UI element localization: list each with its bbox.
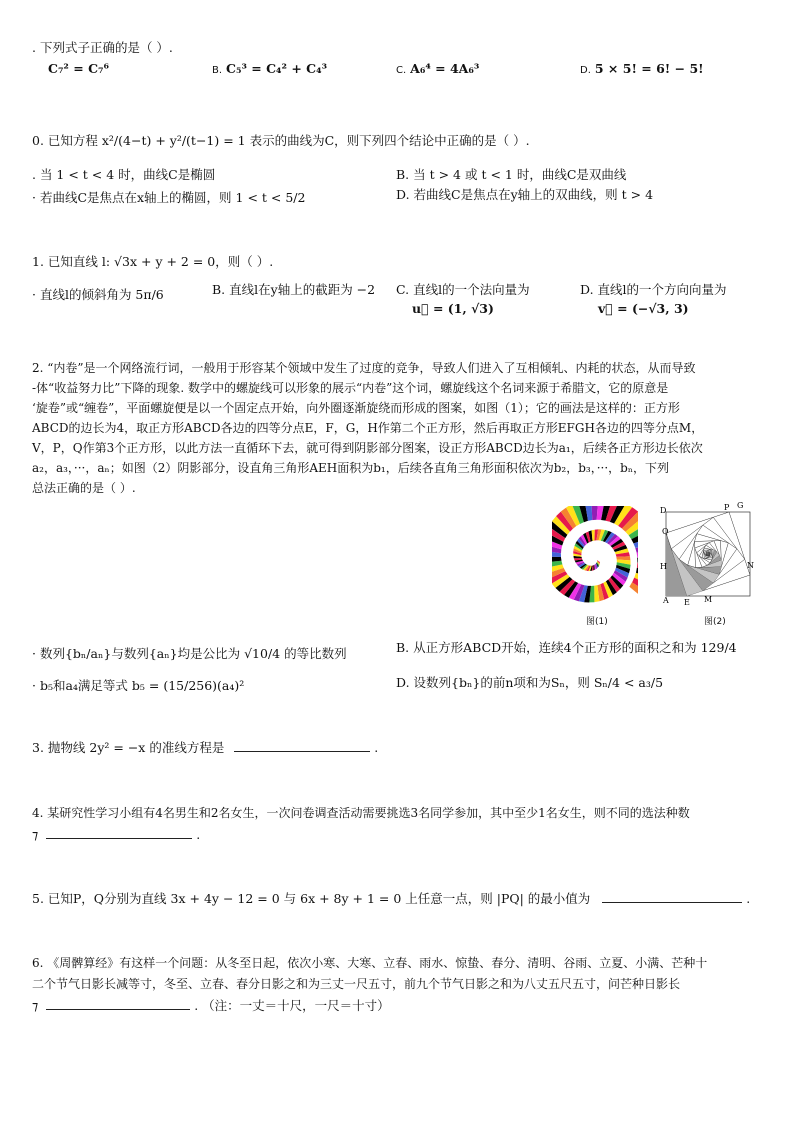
fig2-label-m: M <box>704 595 713 604</box>
q8-option-c-text: A₆⁴ = 4A₆³ <box>410 61 480 76</box>
q11-option-d-line2: v⃗ = (−√3, 3) <box>598 301 689 316</box>
q16-line-3-prefix: ⁊ <box>32 998 39 1013</box>
q15-stem: 5. 已知P，Q分别为直线 3x + 4y − 12 = 0 与 6x + 8y + 1 = 0 上任意一点，则 |PQ| 的最小值为 <box>32 891 591 906</box>
q16-line-1: 6. 《周髀算经》有这样一个问题：从冬至日起，依次小寒、大寒、立春、雨水、惊蛰、春分、清明、谷雨、立夏、小满、芒种十 <box>32 956 708 970</box>
fig2-label-q: Q <box>662 527 669 536</box>
q8-stem: . 下列式子正确的是（ ）. <box>32 40 173 55</box>
q13-end: . <box>374 740 379 755</box>
q11-stem: 1. 已知直线 l: √3x + y + 2 = 0，则（ ）. <box>32 254 274 269</box>
q14-line-1: 4. 某研究性学习小组有4名男生和2名女生，一次问卷调查活动需要挑选3名同学参加，其中至少1名女生，则不同的选法种数 <box>32 806 690 820</box>
figure-2-caption: 图(2) <box>704 617 726 627</box>
q16-answer-blank[interactable] <box>46 997 190 1010</box>
q13-answer-blank[interactable] <box>234 739 370 752</box>
q13-stem: 3. 抛物线 2y² = −x 的准线方程是 <box>32 740 225 755</box>
q10-option-d: D. 若曲线C是焦点在y轴上的双曲线，则 t > 4 <box>396 187 654 202</box>
nested-square <box>707 553 709 555</box>
q8-option-b-text: C₅³ = C₄² + C₄³ <box>226 61 328 76</box>
q8-option-b-label: B. <box>212 65 223 76</box>
q10-stem: 0. 已知方程 x²/(4−t) + y²/(t−1) = 1 表示的曲线为C，则下列四个结论中正确的是（ ）. <box>32 133 530 148</box>
q12-line-3: ‘旋卷”或“缠卷”，平面螺旋便是以一个固定点开始，向外圈逐渐旋绕而形成的图案，如图（1）；它的画法是这样的：正方形 <box>32 401 680 415</box>
q8-option-c <box>396 61 479 79</box>
q16-line-3-note: . （注：一丈＝十尺，一尺＝十寸） <box>194 998 390 1013</box>
q12-line-5: V，P，Q作第3个正方形，以此方法一直循环下去，就可得到阴影部分图案，设正方形ABCD边长为a₁，后续各正方形边长依次 <box>32 441 703 455</box>
q12-line-7: 总法正确的是（ ）. <box>32 481 136 495</box>
figure-1-caption: 图(1) <box>586 617 608 627</box>
q10-option-c: · 若曲线C是焦点在x轴上的椭圆，则 1 < t < 5/2 <box>32 190 306 205</box>
q15-end: . <box>746 891 751 906</box>
q11-option-a: · 直线l的倾斜角为 5π/6 <box>32 287 164 302</box>
fig2-label-d: D <box>660 506 667 515</box>
q16-line-2: 二个节气日影长减等寸，冬至、立春、春分日影之和为三丈一尺五寸，前九个节气日影之和为八丈五尺五寸，问芒种日影长 <box>32 977 681 991</box>
q12-line-2: -体“收益努力比”下降的现象. 数学中的螺旋线可以形象的展示“内卷”这个词，螺旋线这个名词来源于希腊文，它的原意是 <box>32 381 669 395</box>
q11-option-b: B. 直线l在y轴上的截距为 −2 <box>212 282 376 297</box>
q14-end: . <box>196 827 201 842</box>
q10-option-a: . 当 1 < t < 4 时，曲线C是椭圆 <box>32 167 216 182</box>
q8-option-d-label: D. <box>580 65 591 76</box>
q14-line-2 <box>32 826 200 843</box>
q15-answer-blank[interactable] <box>602 890 742 903</box>
q12-option-c: · b₅和a₄满足等式 b₅ = (15/256)(a₄)² <box>32 678 245 693</box>
q8-option-b <box>212 61 327 79</box>
q11-option-d-line1: D. 直线l的一个方向向量为 <box>580 282 727 297</box>
spiral-segment <box>629 582 638 603</box>
q12-line-4: ABCD的边长为4，取正方形ABCD各边的四等分点E，F，G，H作第二个正方形，然后再取正方形EFGH各边的四等分点M， <box>32 421 704 435</box>
q8-option-d-text: 5 × 5! = 6! − 5! <box>594 61 704 76</box>
q12-line-1: 2. “内卷”是一个网络流行词，一般用于形容某个领域中发生了过度的竞争，导致人们进入了互相倾轧、内耗的状态，从而导致 <box>32 361 696 375</box>
fig2-label-g: G <box>737 501 744 510</box>
q14-answer-blank[interactable] <box>46 826 192 839</box>
q15 <box>32 890 750 907</box>
fig2-label-n: N <box>747 561 754 570</box>
q12-option-d: D. 设数列{bₙ}的前n项和为Sₙ，则 Sₙ/4 < a₃/5 <box>396 675 664 690</box>
fig2-label-h: H <box>660 562 667 571</box>
fig2-label-e: E <box>684 598 690 606</box>
q8-option-d <box>580 61 704 79</box>
q16-line-3 <box>32 997 390 1014</box>
nested-squares-figure-2 <box>658 496 758 606</box>
q12-option-b: B. 从正方形ABCD开始，连续4个正方形的面积之和为 129/4 <box>396 640 737 655</box>
q11-option-c-line2: u⃗ = (1, √3) <box>412 301 494 316</box>
q10-option-b: B. 当 t > 4 或 t < 1 时，曲线C是双曲线 <box>396 167 627 182</box>
q13 <box>32 739 378 756</box>
q12-option-a: · 数列{bₙ/aₙ}与数列{aₙ}均是公比为 √10/4 的等比数列 <box>32 646 347 661</box>
q14-line-2-prefix: ⁊ <box>32 827 39 842</box>
fig2-label-p: P <box>724 503 730 512</box>
q12-line-6: a₂，a₃，···，aₙ；如图（2）阴影部分，设直角三角形AEH面积为b₁，后续各直角三角形面积依次为b₂，b₃，···，bₙ，下列 <box>32 461 670 475</box>
q8-option-a: C₇² = C₇⁶ <box>48 61 109 76</box>
q8-option-c-label: C. <box>396 65 407 76</box>
q11-option-c-line1: C. 直线l的一个法向量为 <box>396 282 530 297</box>
spiral-figure-1 <box>552 506 638 610</box>
fig2-label-a: A <box>663 596 669 605</box>
